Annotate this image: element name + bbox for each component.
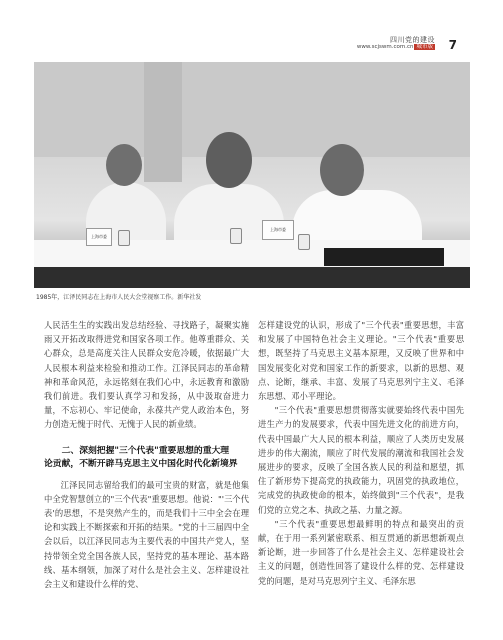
news-photo [34, 62, 470, 288]
magazine-title: 四川党的建设 [390, 36, 435, 44]
photo-nameplate-right: 上海市委 [262, 220, 294, 240]
photo-person-center-head [206, 132, 252, 188]
section-heading [44, 445, 249, 471]
right-paragraph-1: 怎样建设党的认识，形成了"三个代表"重要思想，丰富和发展了中国特色社会主义理论。"三个代表"重要思想，既坚持了马克思主义基本原理，又反映了世界和中国发展变化对党和国家工作的新要求，以新的思想、观点、论断，继承、丰富、发展了马克思列宁主义、毛泽东思想、邓小平理论。 [258, 320, 464, 402]
url-text: www.scjswm.com.cn [356, 44, 414, 51]
photo-table-edge [34, 267, 470, 288]
left-paragraph-1: 人民活生生的实践出发总结经验、寻找路子，凝聚实施雨又开拓改取得进党和国家各项工作。他尊重群众、关心群众，总是高度关注人民群众安危冷暖，依据最广大人民根本利益来检验和推动工作。江泽民同志的革命精神和革命风范，永远铭刻在我们心中，永远教育和激励我们前进。我们要认真学习和发扬，从中汲取奋进力量，不忘初心、牢记使命，永葆共产党人政治本色，努力创造无愧于时代、无愧于人民的新业绩。 [44, 320, 249, 430]
left-paragraph-2: 江泽民同志留给我们的最可宝贵的财富，就是他集中全党智慧创立的"三个代表"重要思想。他说："'三个代表'的思想，不是突然产生的，而是我们十三中全会在理论和实践上不断探索和开拓的结果。"党的十三届四中全会以后，以江泽民同志为主要代表的中国共产党人，坚持带领全党全国各族人民，坚持党的基本理论、基本路线、基本纲领，加深了对什么是社会主义、怎样建设社会主义和建设什么样的党、 [44, 479, 249, 590]
right-paragraph-2: "三个代表"重要思想贯彻落实就要始终代表中国先进生产力的发展要求，代表中国先进文化的前进方向，代表中国最广大人民的根本利益，顺应了人类历史发展进步的伟大潮流，顺应了时代发展的潮流和我国社会发展进步的要求，反映了全国各族人民的利益和愿望，抓住了新形势下提高党的执政能力，巩固党的执政地位，完成党的执政使命的根本，始终做到"三个代表"，是我们党的立党之本、执政之基、力量之源。 [258, 405, 464, 515]
page-number: 7 [448, 38, 457, 52]
photo-back-wall [34, 62, 470, 157]
magazine-url [357, 44, 435, 50]
photo-person-right-head [320, 144, 364, 196]
photo-cup-left [118, 230, 130, 246]
url-tag: 城市版 [416, 44, 433, 51]
photo-person-left-head [106, 144, 142, 186]
section-heading-line-1: 二、深刻把握"三个代表"重要思想的重大理 [61, 445, 230, 456]
photo-pillar [144, 62, 182, 182]
article-column-right [258, 318, 464, 588]
photo-caption: 1985年，江泽民同志在上海市人民大会堂视察工作。新华社发 [36, 294, 202, 301]
page-header [357, 36, 435, 50]
section-heading-line-2: 论贡献，不断开辟马克思主义中国化时代化新境界 [44, 458, 238, 469]
photo-nameplate-left: 上海市委 [86, 228, 112, 246]
right-paragraph-3: "三个代表"重要思想最鲜明的特点和最突出的贡献，在于用一系列紧密联系、相互贯通的新思想新观点新论断，进一步回答了什么是社会主义、怎样建设社会主义的问题，创造性回答了建设什么样的党、怎样建设党的问题，是对马克思列宁主义、毛泽东思 [258, 518, 464, 586]
photo-cup-right [298, 234, 310, 250]
photo-folder [324, 248, 444, 266]
photo-cup-center [230, 228, 242, 244]
article-column-left [44, 318, 249, 591]
